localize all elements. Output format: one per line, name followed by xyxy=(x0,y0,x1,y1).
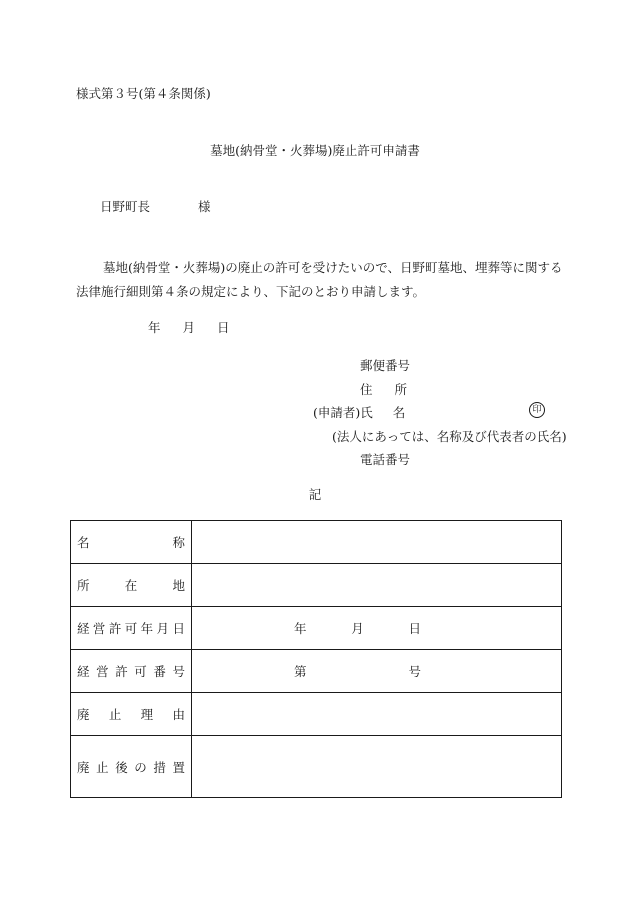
row-label-char: 称 xyxy=(172,535,185,550)
row-label-char: 年 xyxy=(140,621,154,636)
applicant-prefix: (申請者) xyxy=(313,405,361,420)
address-label xyxy=(360,380,407,398)
date-day: 日 xyxy=(217,320,230,335)
row-value-post-abolition-measures[interactable] xyxy=(192,736,562,798)
row-label-char: 地 xyxy=(172,578,185,593)
date-month: 月 xyxy=(182,320,196,335)
table-row-abolition-reason xyxy=(71,693,562,736)
row-label-char: 名 xyxy=(77,535,90,550)
row-value-text: 月 xyxy=(351,621,364,636)
address-label-1: 住 xyxy=(360,382,373,397)
row-label-post-abolition-measures xyxy=(71,736,192,798)
row-label-char: 許 xyxy=(115,664,128,679)
row-value-abolition-reason[interactable] xyxy=(192,693,562,736)
table-row-permit-date xyxy=(71,607,562,650)
row-label-char: 営 xyxy=(96,664,109,679)
row-label-char: 営 xyxy=(92,621,106,636)
row-label-char: 後 xyxy=(115,759,128,775)
row-label-char: 番 xyxy=(153,664,166,679)
row-label-char: 許 xyxy=(108,621,122,636)
name-label-2: 名 xyxy=(392,405,406,420)
detail-table xyxy=(70,520,562,798)
row-label-char: 経 xyxy=(77,621,90,636)
row-label-char: 廃 xyxy=(77,707,90,722)
row-label-permit-date xyxy=(71,607,192,650)
row-label-char: 所 xyxy=(77,578,90,593)
body-text: 墓地(納骨堂・火葬場)の廃止の許可を受けたいので、日野町墓地、埋葬等に関する法律施行細則第４条の規定により、下記のとおり申請します。 xyxy=(76,260,563,299)
row-label-abolition-reason xyxy=(71,693,192,736)
seal-icon: 印 xyxy=(529,402,545,418)
row-label-char: 日 xyxy=(172,621,185,636)
name-label-1: 氏 xyxy=(360,405,373,420)
table-row-permit-number xyxy=(71,650,562,693)
row-value-location[interactable] xyxy=(192,564,562,607)
table-row-post-abolition-measures xyxy=(71,736,562,798)
row-label-char: 置 xyxy=(172,759,185,775)
row-label-name xyxy=(71,521,192,564)
row-value-text: 年 xyxy=(294,621,307,636)
row-label-location xyxy=(71,564,192,607)
address-label-2: 所 xyxy=(394,382,408,397)
row-label-char: 在 xyxy=(124,578,138,593)
row-label-char: 経 xyxy=(77,664,90,679)
ki-heading: 記 xyxy=(308,487,322,502)
row-label-char: 可 xyxy=(134,664,147,679)
row-value-permit-date[interactable] xyxy=(192,607,562,650)
row-label-char: 止 xyxy=(96,759,109,775)
row-label-char: 措 xyxy=(153,759,166,775)
addressee-honorific: 様 xyxy=(198,199,211,214)
applicant-name-label xyxy=(313,403,405,421)
row-label-char: 可 xyxy=(124,621,138,636)
row-value-text: 号 xyxy=(408,664,421,679)
table-row-name xyxy=(71,521,562,564)
addressee-name: 日野町長 xyxy=(100,199,151,214)
date-year: 年 xyxy=(148,320,161,335)
postal-code-label: 郵便番号 xyxy=(360,358,411,373)
row-label-char: 廃 xyxy=(77,759,90,775)
form-number: 様式第３号(第４条関係) xyxy=(76,86,211,101)
row-label-char: の xyxy=(134,759,147,775)
phone-label: 電話番号 xyxy=(360,452,411,467)
row-label-char: 止 xyxy=(108,707,122,722)
row-value-text: 第 xyxy=(294,664,307,679)
row-value-text: 日 xyxy=(408,621,421,636)
row-value-permit-number[interactable] xyxy=(192,650,562,693)
row-label-permit-number xyxy=(71,650,192,693)
table-row-location xyxy=(71,564,562,607)
document-title: 墓地(納骨堂・火葬場)廃止許可申請書 xyxy=(210,143,420,158)
addressee xyxy=(100,197,211,215)
date-line xyxy=(148,318,230,336)
row-label-char: 由 xyxy=(172,707,185,722)
row-label-char: 号 xyxy=(172,664,185,679)
row-value-name[interactable] xyxy=(192,521,562,564)
corporate-note: (法人にあっては、名称及び代表者の氏名) xyxy=(332,429,567,444)
row-label-char: 理 xyxy=(140,707,154,722)
row-label-char: 月 xyxy=(156,621,170,636)
